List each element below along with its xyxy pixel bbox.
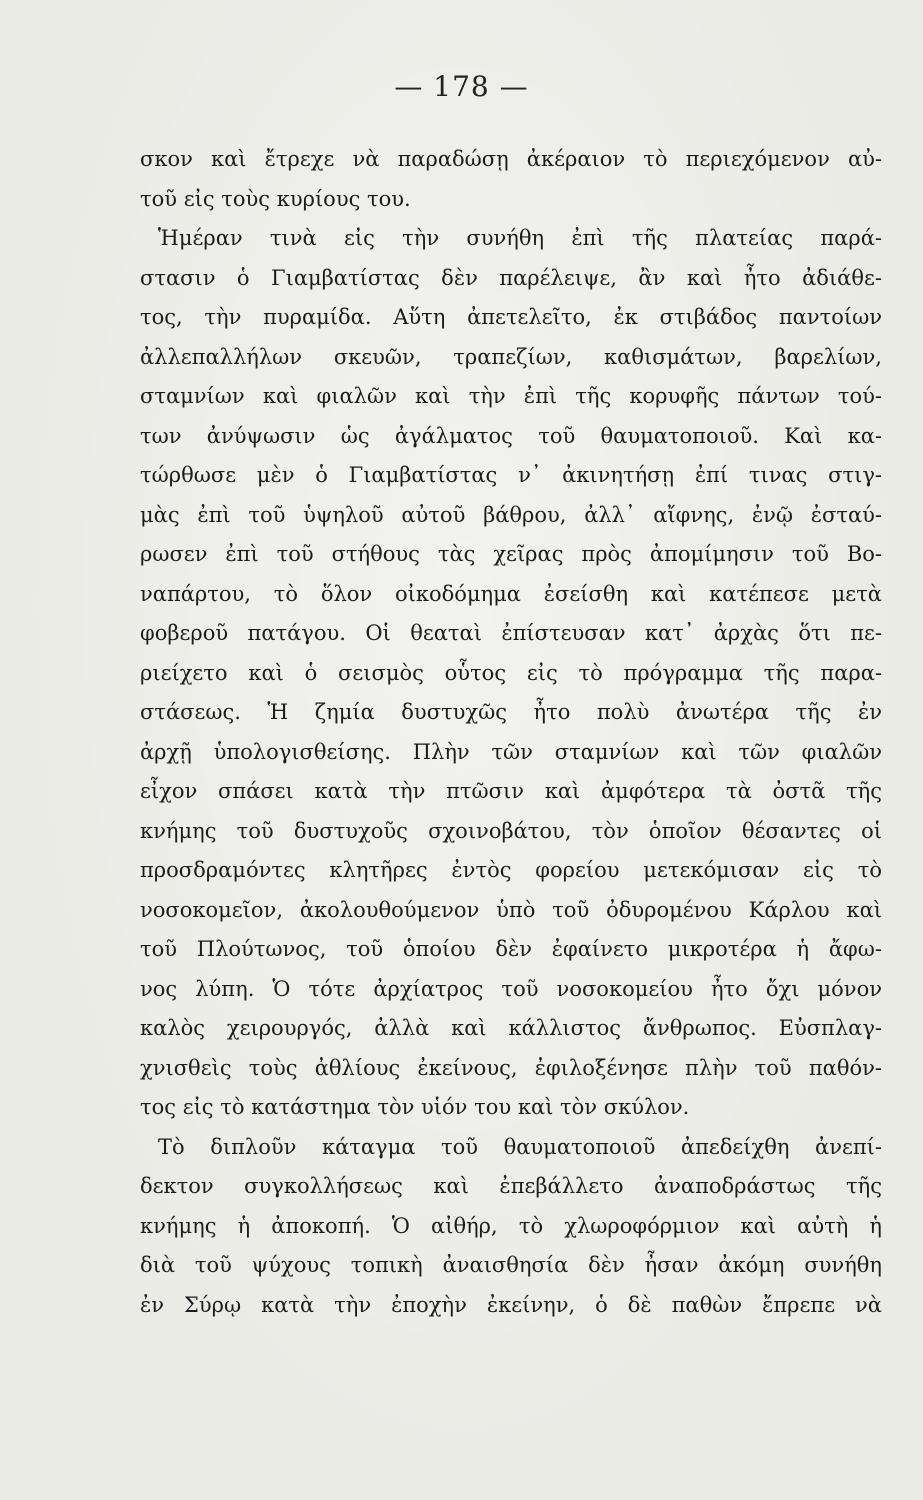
text-line: σταμνίων καὶ φιαλῶν καὶ τὴν ἐπὶ τῆς κορυφῆς πάντων τού- [140,384,882,408]
text-line: τώρθωσε μὲν ὁ Γιαμβατίστας ν᾽ ἀκινητήσῃ ἐπί τινας στιγ- [140,463,882,487]
text-line: σκον καὶ ἔτρεχε νὰ παραδώσῃ ἀκέραιον τὸ περιεχόμενον αὐ- [140,147,882,171]
text-line: Τὸ διπλοῦν κάταγμα τοῦ θαυματοποιοῦ ἀπεδείχθη ἀνεπί- [158,1134,882,1159]
text-line: εἶχον σπάσει κατὰ τὴν πτῶσιν καὶ ἀμφότερα τὰ ὀστᾶ τῆς [140,779,882,803]
body-text [140,140,882,1325]
text-line: ρωσεν ἐπὶ τοῦ στήθους τὰς χεῖρας πρὸς ἀπομίμησιν τοῦ Βο- [140,542,882,566]
text-line: δεκτον συγκολλήσεως καὶ ἐπεβάλλετο ἀναποδράστως τῆς [140,1174,882,1198]
text-line: Ἡμέραν τινὰ εἰς τὴν συνήθη ἐπὶ τῆς πλατείας παρά- [158,226,882,250]
text-line: τοῦ Πλούτωνος, τοῦ ὁποίου δὲν ἐφαίνετο μικροτέρα ἡ ἄφω- [140,937,882,961]
text-line: χνισθεὶς τοὺς ἀθλίους ἐκείνους, ἐφιλοξένησε πλὴν τοῦ παθόν- [140,1055,882,1080]
text-line: στάσεως. Ἡ ζημία δυστυχῶς ἦτο πολὺ ἀνωτέρα τῆς ἐν [140,700,882,724]
text-line: τοῦ εἰς τοὺς κυρίους του. [140,186,411,211]
text-line: ριείχετο καὶ ὁ σεισμὸς οὗτος εἰς τὸ πρόγραμμα τῆς παρα- [140,660,882,685]
text-line: νος λύπη. Ὁ τότε ἀρχίατρος τοῦ νοσοκομείου ἦτο ὄχι μόνον [140,976,882,1001]
text-line: των ἀνύψωσιν ὡς ἀγάλματος τοῦ θαυματοποιοῦ. Καὶ κα- [140,423,882,448]
page-number: — 178 — [394,70,529,103]
text-line: ἀρχῇ ὑπολογισθείσης. Πλὴν τῶν σταμνίων καὶ τῶν φιαλῶν [140,739,882,764]
text-line: ναπάρτου, τὸ ὅλον οἰκοδόμημα ἐσείσθη καὶ κατέπεσε μετὰ [140,581,882,606]
text-line: καλὸς χειρουργός, ἀλλὰ καὶ κάλλιστος ἄνθρωπος. Εὐσπλαγ- [140,1016,882,1040]
text-line: κνήμης τοῦ δυστυχοῦς σχοινοβάτου, τὸν ὁποῖον θέσαντες οἱ [140,818,882,843]
text-line: διὰ τοῦ ψύχους τοπικὴ ἀναισθησία δὲν ἦσαν ἀκόμη συνήθη [140,1253,882,1277]
text-line: τος, τὴν πυραμίδα. Αὕτη ἀπετελεῖτο, ἐκ στιβάδος παντοίων [140,305,882,329]
text-line: προσδραμόντες κλητῆρες ἐντὸς φορείου μετεκόμισαν εἰς τὸ [140,858,882,882]
text-line: τος εἰς τὸ κατάστημα τὸν υἱόν του καὶ τὸν σκύλον. [140,1095,690,1119]
text-line: κνήμης ἡ ἀποκοπή. Ὁ αἰθήρ, τὸ χλωροφόρμιον καὶ αὐτὴ ἡ [140,1213,882,1238]
text-line: στασιν ὁ Γιαμβατίστας δὲν παρέλειψε, ἂν καὶ ἦτο ἀδιάθε- [140,265,882,290]
text-line: φοβεροῦ πατάγου. Οἱ θεαταὶ ἐπίστευσαν κατ᾽ ἀρχὰς ὅτι πε- [140,621,882,645]
text-line: νοσοκομεῖον, ἀκολουθούμενον ὑπὸ τοῦ ὀδυρομένου Κάρλου καὶ [140,897,882,922]
text-line: ἐν Σύρῳ κατὰ τὴν ἐποχὴν ἐκείνην, ὁ δὲ παθὼν ἔπρεπε νὰ [140,1292,882,1317]
text-line: ἀλλεπαλλήλων σκευῶν, τραπεζίων, καθισμάτων, βαρελίων, [140,344,882,369]
text-line: μὰς ἐπὶ τοῦ ὑψηλοῦ αὐτοῦ βάθρου, ἀλλ᾽ αἴφνης, ἐνῷ ἐσταύ- [140,502,882,527]
